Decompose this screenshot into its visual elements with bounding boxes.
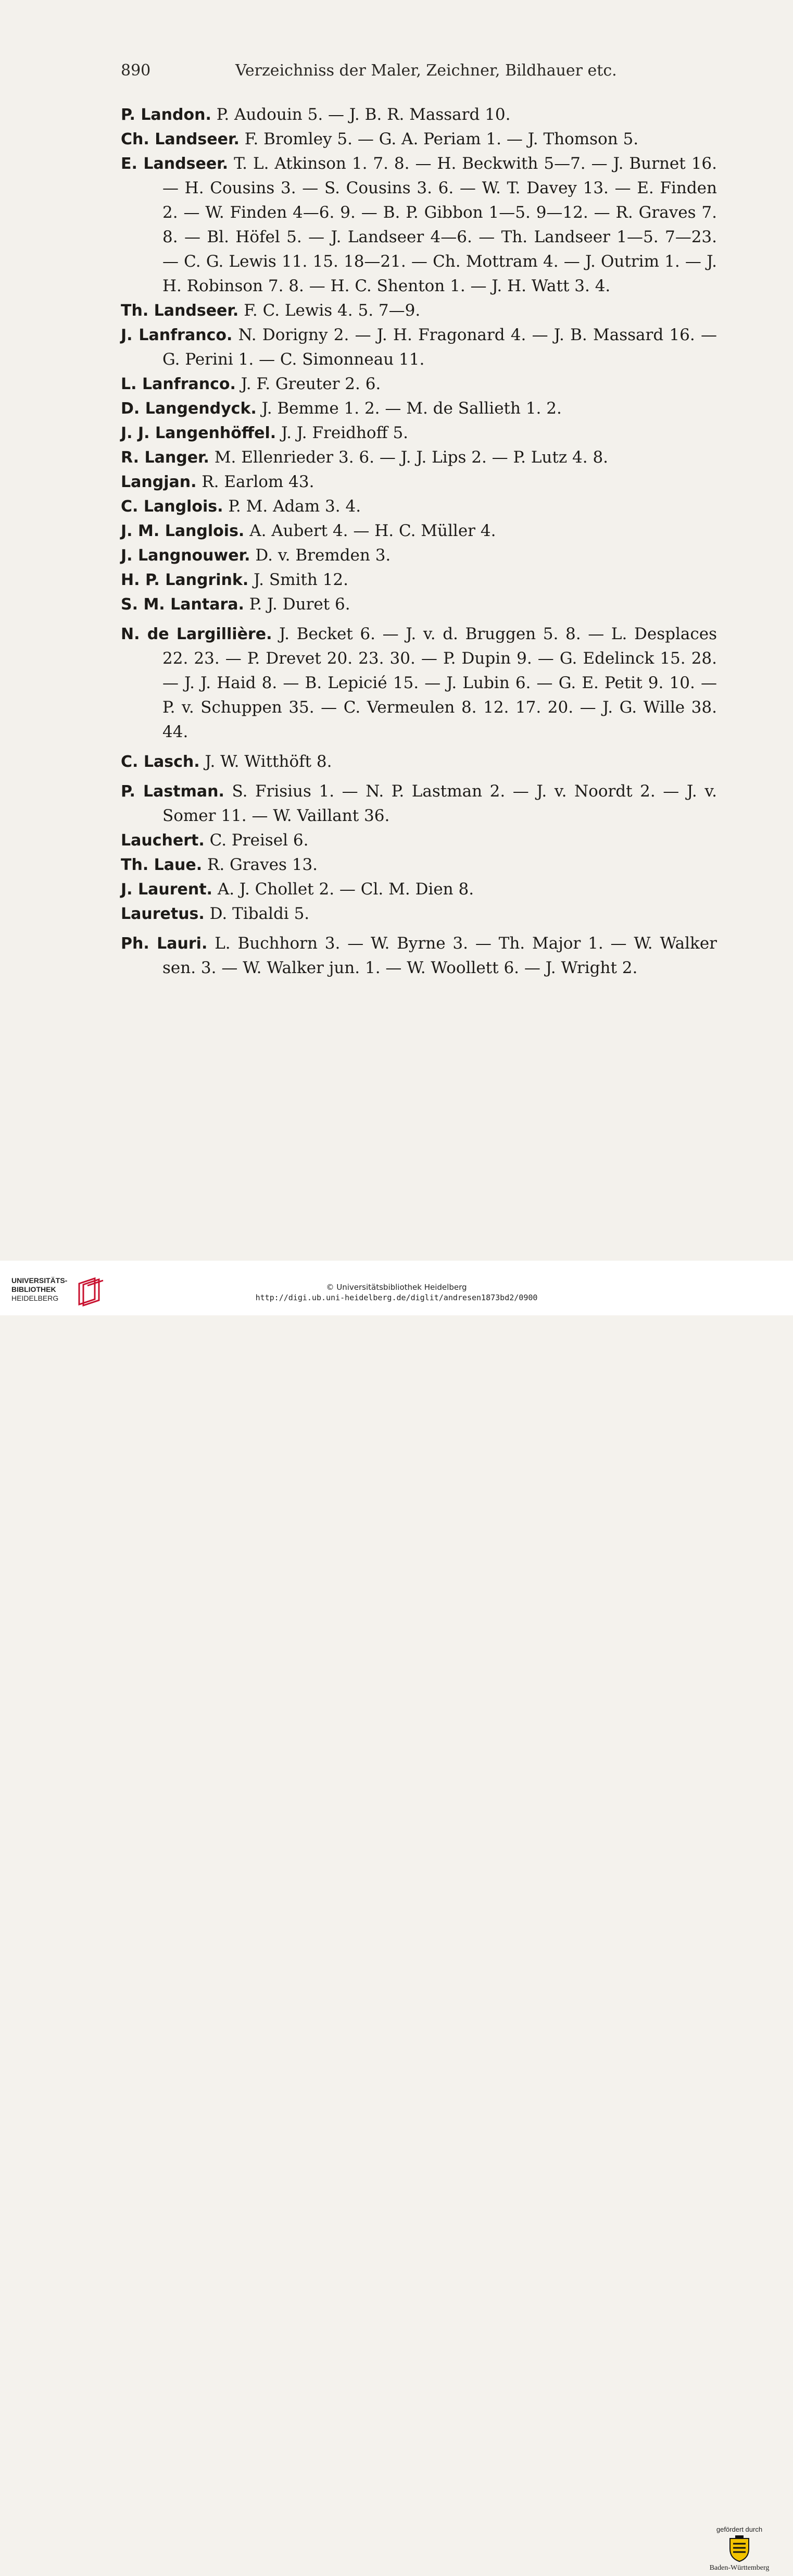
artist-name: Langjan. [121,473,197,491]
artist-name: Lauretus. [121,905,205,923]
index-entry [121,152,717,298]
artist-name: J. Langnouwer. [121,546,250,565]
artist-name: S. M. Lantara. [121,595,244,614]
index-entry [121,421,717,445]
entry-list [121,103,717,980]
engraver-list: C. Preisel 6. [209,831,309,850]
index-entry [121,396,717,421]
sponsor-name: Baden-Württemberg [709,2564,770,2572]
engraver-list: D. Tibaldi 5. [209,904,310,923]
engraver-list: L. Buchhorn 3. — W. Byrne 3. — Th. Major 1. — W. Walker sen. 3. — W. Walker jun. 1. — W. Woollett 6. — J. Wright 2. [162,934,717,977]
engraver-list: R. Graves 13. [207,855,318,874]
library-name-line2: BIBLIOTHEK [11,1285,56,1293]
engraver-list: A. Aubert 4. — H. C. Müller 4. [249,521,496,540]
engraver-list: M. Ellenrieder 3. 6. — J. J. Lips 2. — P. Lutz 4. 8. [214,448,609,467]
artist-name: P. Landon. [121,106,211,124]
engraver-list: S. Frisius 1. — N. P. Lastman 2. — J. v. Noordt 2. — J. v. Somer 11. — W. Vaillant 36. [162,782,718,825]
artist-name: J. Lanfranco. [121,326,233,344]
artist-name: J. Laurent. [121,880,212,899]
engraver-list: J. J. Freidhoff 5. [281,424,409,442]
engraver-list: F. C. Lewis 4. 5. 7—9. [244,301,421,320]
engraver-list: A. J. Chollet 2. — Cl. M. Dien 8. [217,880,474,899]
index-entry [121,750,717,774]
index-entry [121,494,717,519]
index-entry [121,902,717,926]
sponsor-block[interactable] [698,2521,781,2576]
engraver-list: P. M. Adam 3. 4. [228,497,361,516]
engraver-list: F. Bromley 5. — G. A. Periam 1. — J. Thomson 5. [244,130,639,148]
engraver-list: D. v. Bremden 3. [255,546,391,565]
engraver-list: N. Dorigny 2. — J. H. Fragonard 4. — J. B. Massard 16. — G. Perini 1. — C. Simonneau 11. [162,326,717,369]
artist-name: L. Lanfranco. [121,375,236,393]
sponsor-label: gefördert durch [716,2525,763,2533]
engraver-list: J. Becket 6. — J. v. d. Bruggen 5. 8. — L. Desplaces 22. 23. — P. Drevet 20. 23. 30. — P. Dupin 9. — G. Edelinck 15. 28. — J. J. Haid 8. — B. Lepicié 15. — J. Lubin 6. — G. E. Petit 9. 10. — P. v. Schuppen 35. — C. Vermeulen 8. 12. 17. 20. — J. G. Wille 38. 44. [162,625,717,741]
artist-name: Th. Landseer. [121,302,239,320]
artist-name: N. de Largillière. [121,625,272,643]
engraver-list: T. L. Atkinson 1. 7. 8. — H. Beckwith 5—7. — J. Burnet 16. — H. Cousins 3. — S. Cousins 3. 6. — W. T. Davey 13. — E. Finden 2. — W. Finden 4—6. 9. — B. P. Gibbon 1—5. 9—12. — R. Graves 7. 8. — Bl. Höfel 5. — J. Landseer 4—6. — Th. Landseer 1—5. 7—23. — C. G. Lewis 11. 15. 18—21. — Ch. Mottram 4. — J. Outrim 1. — J. H. Robinson 7. 8. — H. C. Shenton 1. — J. H. Watt 3. 4. [162,154,717,295]
running-title: Verzeichniss der Maler, Zeichner, Bildhauer etc. [235,61,617,80]
scanned-page [0,0,793,1261]
artist-name: C. Lasch. [121,753,200,771]
library-name-line3: HEIDELBERG [11,1294,59,1302]
engraver-list: P. J. Duret 6. [249,595,350,614]
page-header [121,61,714,88]
index-entry [121,445,717,470]
artist-name: J. M. Langlois. [121,522,245,540]
engraver-list: J. F. Greuter 2. 6. [241,375,381,393]
artist-name: C. Langlois. [121,497,223,516]
index-entry [121,779,717,828]
index-entry [121,853,717,877]
index-entry [121,931,717,980]
index-entry [121,543,717,568]
index-entry [121,622,717,744]
artist-name: E. Landseer. [121,155,229,173]
artist-name: Lauchert. [121,831,205,850]
index-entry [121,592,717,617]
artist-name: Ph. Lauri. [121,935,208,953]
index-entry [121,828,717,853]
index-entry [121,127,717,152]
index-entry [121,372,717,396]
copyright-notice: © Universitätsbibliothek Heidelberg [326,1283,467,1292]
engraver-list: J. Smith 12. [254,570,348,589]
engraver-list: P. Audouin 5. — J. B. R. Massard 10. [216,105,511,124]
artist-name: P. Lastman. [121,782,224,801]
artist-name: H. P. Langrink. [121,571,249,589]
library-logo[interactable] [11,1276,121,1308]
artist-name: J. J. Langenhöffel. [121,424,276,442]
state-coat-of-arms-icon [728,2535,751,2562]
permalink-url[interactable]: http://digi.ub.uni-heidelberg.de/diglit/andresen1873bd2/0900 [255,1293,538,1302]
artist-name: R. Langer. [121,449,209,467]
page-number: 890 [121,61,151,80]
engraver-list: J. Bemme 1. 2. — M. de Sallieth 1. 2. [261,399,562,418]
artist-name: D. Langendyck. [121,400,257,418]
engraver-list: J. W. Witthöft 8. [205,752,332,771]
artist-name: Th. Laue. [121,856,203,874]
index-entry [121,298,717,323]
index-entry [121,568,717,592]
engraver-list: R. Earlom 43. [202,472,314,491]
index-entry [121,470,717,494]
index-entry [121,877,717,902]
index-entry [121,103,717,127]
index-entry [121,323,717,372]
library-name-line1: UNIVERSITÄTS- [11,1276,68,1285]
index-entry [121,519,717,543]
artist-name: Ch. Landseer. [121,130,240,148]
